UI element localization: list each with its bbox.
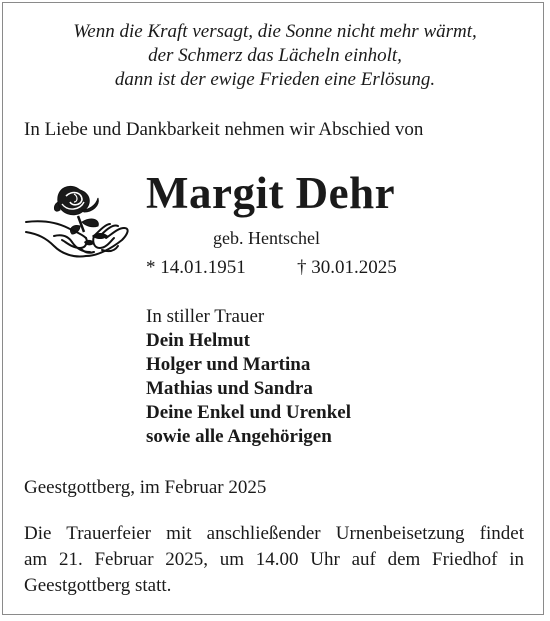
death-date: † 30.01.2025 [297,257,397,278]
poem-line: dann ist der ewige Frieden eine Erlösung. [114,69,436,90]
mourner-name: Mathias und Sandra [146,378,313,399]
maiden-name: geb. Hentschel [213,228,320,248]
poem-line: Wenn die Kraft versagt, die Sonne nicht mehr wärmt, [73,21,477,42]
mourner-name: Deine Enkel und Urenkel [146,402,351,423]
poem-line: der Schmerz das Lächeln einholt, [148,45,402,66]
place-and-date: Geestgottberg, im Februar 2025 [24,477,267,498]
hands-holding-rose-icon [22,176,134,272]
mourner-name: sowie alle Angehörigen [146,426,332,447]
mourners-heading: In stiller Trauer [146,306,265,327]
mourners-block [146,305,351,449]
deceased-name: Margit Dehr [146,168,396,218]
notice-line: Geestgottberg statt. [24,575,172,596]
notice-line: am 21. Februar 2025, um 14.00 Uhr auf dem Friedhof in [24,549,524,570]
mourner-name: Holger und Martina [146,354,311,375]
funeral-notice [24,521,524,599]
notice-line: Die Trauerfeier mit anschließender Urnenbeisetzung findet [24,523,524,544]
birth-date: * 14.01.1951 [146,257,246,278]
intro-text: In Liebe und Dankbarkeit nehmen wir Abschied von [24,119,424,140]
poem [0,20,550,92]
mourner-name: Dein Helmut [146,330,250,351]
